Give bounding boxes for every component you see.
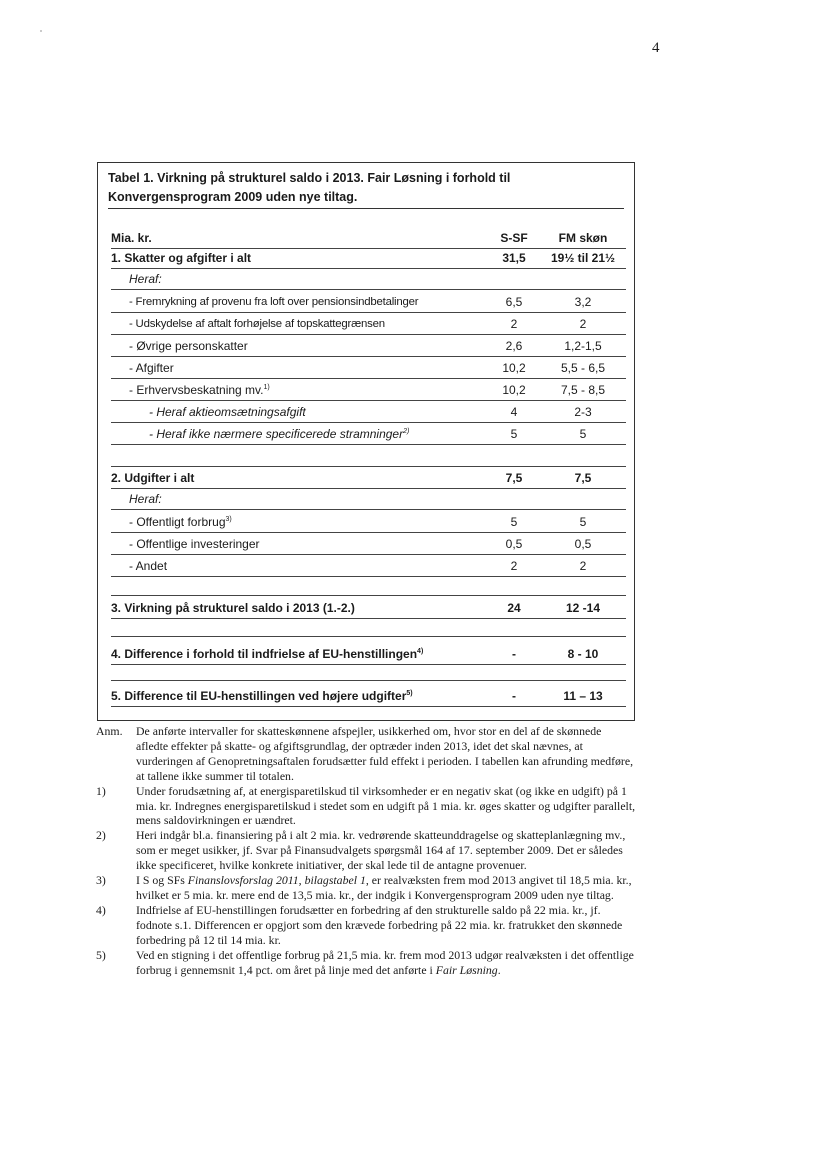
row-label: - Offentlige investeringer: [129, 537, 260, 551]
table-divider: [111, 595, 626, 596]
row-value-ssf: 4: [510, 405, 518, 419]
row-label: 1. Skatter og afgifter i alt: [111, 251, 252, 265]
row-value-ssf: 10,2: [502, 383, 526, 397]
row-value-ssf: 6,5: [505, 295, 523, 309]
row-value-ssf: 2: [510, 317, 518, 331]
table-row: [111, 490, 626, 510]
scan-speck: [40, 30, 42, 32]
row-value-fm: 0,5: [574, 537, 592, 551]
table-caption: Tabel 1. Virkning på strukturel saldo i 2013. Fair Løsning i forhold til Konvergensprogram 2009 uden nye tiltag.: [108, 169, 624, 209]
table-row: [111, 469, 626, 489]
row-value-fm: 2: [579, 317, 587, 331]
note-3: [96, 873, 636, 903]
row-value-fm: 5: [579, 515, 587, 529]
header-col-fm: FM skøn: [558, 231, 608, 245]
table-row: [111, 687, 626, 707]
row-label: Heraf:: [129, 492, 162, 506]
row-value-fm: 8 - 10: [567, 647, 599, 661]
footnote-ref: 4): [417, 648, 424, 655]
row-value-fm: 2: [579, 559, 587, 573]
note-text: Heri indgår bl.a. finansiering på i alt 2 mia. kr. vedrørende skatteunddragelse og skatteplanlægning mv., som er meget usikker, jf. Svar på Finansudvalgets spørgsmål 164 af 17. september 2009. Det er således ikke specificeret, hvilke konkrete initiativer, der skal lede til de antagne provenuer.: [136, 828, 626, 873]
footnote-ref: 5): [406, 690, 413, 697]
row-label: - Udskydelse af aftalt forhøjelse af topskattegrænsen: [129, 318, 385, 330]
row-value-ssf: 5: [510, 427, 518, 441]
row-label: - Øvrige personskatter: [129, 339, 248, 353]
footnote-ref: 1): [263, 384, 270, 391]
table-row: [111, 403, 626, 423]
row-label: - Offentligt forbrug: [129, 515, 226, 529]
note-mark: 5): [96, 947, 106, 962]
table-row: [111, 381, 626, 401]
footnote-ref: 3): [225, 516, 232, 523]
row-value-ssf: 2: [510, 559, 518, 573]
row-value-fm: 5: [579, 427, 587, 441]
table-divider: [111, 466, 626, 467]
note-anm: [96, 724, 636, 784]
row-value-ssf: 5: [510, 515, 518, 529]
row-label: 2. Udgifter i alt: [111, 471, 195, 485]
table-row: [111, 557, 626, 577]
note-text-part: I S og SFs: [136, 873, 188, 888]
row-label: - Afgifter: [129, 361, 174, 375]
row-value-ssf: 2,6: [505, 339, 523, 353]
row-value-ssf: -: [512, 647, 516, 661]
row-label: - Andet: [129, 559, 168, 573]
row-value-fm: 2-3: [574, 405, 592, 419]
row-value-fm: 3,2: [574, 295, 592, 309]
table-row: [111, 599, 626, 619]
note-mark: 4): [96, 902, 106, 917]
header-label: Mia. kr.: [111, 231, 152, 245]
note-text: [136, 873, 636, 903]
row-value-ssf: 31,5: [502, 251, 526, 265]
table-row: [111, 293, 626, 313]
row-label: Heraf:: [129, 272, 162, 286]
row-label: - Fremrykning af provenu fra loft over pensionsindbetalinger: [129, 296, 419, 308]
note-text-part: Ved en stigning i det offentlige forbrug på 21,5 mia. kr. frem mod 2013 udgør realvæksten i det offentlige forbrug i gennemsnit 1,4 pct. om året på linje med det anførte i: [136, 947, 634, 977]
note-text: De anførte intervaller for skatteskønnene afspejler, usikkerhed om, hvor stor en del af de skønnede afledte effekter på skatte- og afgiftsgrundlag, der optræder inden 2013, idet det skal nævnes, at vurderingen af Genopretningsaftalen forudsætter fuld effekt i perioden. I tabellen kan afrunding medføre, at tallene ikke summer til totalen.: [136, 724, 634, 783]
row-label: - Erhvervsbeskatning mv.: [129, 383, 264, 397]
row-label: 4. Difference i forhold til indfrielse af EU-henstillingen: [111, 647, 418, 661]
table-divider: [111, 680, 626, 681]
note-mark: 1): [96, 783, 106, 798]
row-value-fm: 5,5 - 6,5: [560, 361, 606, 375]
row-value-ssf: -: [512, 689, 516, 703]
note-5: [96, 948, 636, 978]
table-header-row: [111, 229, 626, 249]
page-number: 4: [652, 40, 660, 56]
table-row: [111, 270, 626, 290]
footnotes: [96, 724, 636, 977]
table-row: [111, 337, 626, 357]
note-text-part: , er realvæksten frem mod 2013 angivet til 18,5 mia. kr., hvilket er 5 mia. kr. mere end de 13,5 mia. kr., der indgik i Konvergensprogram 2009 uden nye tiltag.: [136, 873, 632, 902]
row-label: 3. Virkning på strukturel saldo i 2013 (1.-2.): [111, 601, 355, 615]
note-text-part: .: [497, 962, 501, 977]
row-value-fm: 7,5 - 8,5: [560, 383, 606, 397]
footnote-ref: 2): [403, 428, 410, 435]
row-value-ssf: 7,5: [505, 471, 523, 485]
table-row: [111, 425, 626, 445]
note-mark: Anm.: [96, 724, 123, 738]
table-row: [111, 249, 626, 269]
note-text: [136, 948, 636, 978]
row-value-ssf: 0,5: [505, 537, 523, 551]
note-citation: Fair Løsning: [435, 962, 498, 977]
row-label: 5. Difference til EU-henstillingen ved højere udgifter: [111, 689, 407, 703]
row-value-ssf: 24: [507, 601, 521, 615]
table-row: [111, 513, 626, 533]
data-table: [97, 162, 635, 721]
table-row: [111, 535, 626, 555]
row-value-fm: 1,2-1,5: [564, 339, 602, 353]
note-text: Under forudsætning af, at energisparetilskud til virksomheder er en negativ skat (og ikke en udgift) på 1 mia. kr. Indregnes energisparetilskud i stedet som en udgift på 1 mia. kr. øges skatter og udgifter parallelt, mens saldovirkningen er uændret.: [136, 783, 636, 828]
note-citation: Finanslovsforslag 2011, bilagstabel 1: [187, 873, 366, 888]
note-1: [96, 784, 636, 829]
table-row: [111, 359, 626, 379]
table-row: [111, 645, 626, 665]
header-col-ssf: S-SF: [500, 231, 528, 245]
row-value-fm: 11 – 13: [563, 689, 603, 703]
row-value-fm: 7,5: [574, 471, 592, 485]
note-4: [96, 903, 636, 948]
row-value-fm: 19½ til 21½: [550, 251, 616, 265]
note-mark: 2): [96, 828, 106, 843]
note-2: [96, 828, 636, 873]
note-text: Indfrielse af EU-henstillingen forudsætter en forbedring af den strukturelle saldo på 22 mia. kr., jf. fodnote s.1. Differencen er opgjort som den krævede forbedring på 22 mia. kr. fratrukket den skønnede forbedring på 12 til 14 mia. kr.: [136, 902, 623, 947]
row-label: - Heraf ikke nærmere specificerede stramninger: [149, 427, 404, 441]
table-divider: [111, 636, 626, 637]
table-row: [111, 315, 626, 335]
row-value-ssf: 10,2: [502, 361, 526, 375]
note-mark: 3): [96, 873, 106, 888]
row-label: - Heraf aktieomsætningsafgift: [149, 405, 306, 419]
row-value-fm: 12 -14: [565, 601, 601, 615]
